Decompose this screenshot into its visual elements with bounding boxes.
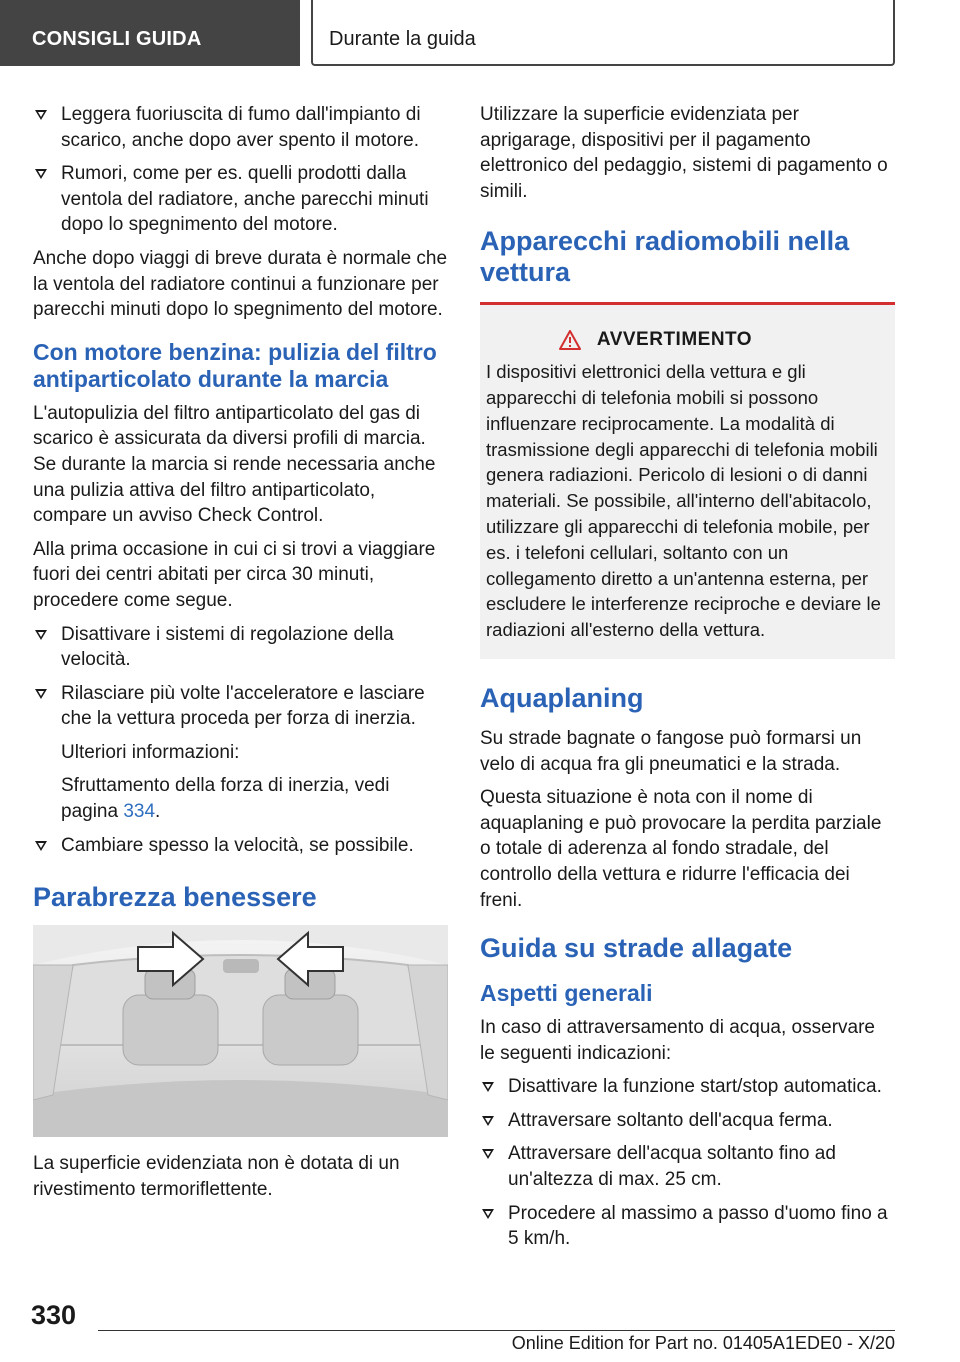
list-item: Disattivare la funzione start/stop automatica. [480, 1074, 895, 1100]
bullet-triangle-icon [35, 169, 47, 179]
paragraph: Utilizzare la superficie evidenziata per aprigarage, dispositivi per il pagamento elettronico del pedaggio, sistemi di pagamento o simili. [480, 104, 888, 202]
chapter-title: Durante la guida [329, 28, 476, 50]
heading-allagate: Guida su strade allagate [480, 933, 793, 964]
bullet-triangle-icon [482, 1149, 494, 1159]
paragraph: Su strade bagnate o fangose può formarsi un velo di acqua fra gli pneumatici e la strada. [480, 727, 862, 775]
list-item: Rilasciare più volte l'acceleratore e lasciare che la vettura proceda per forza di inerzia. [33, 681, 449, 732]
heading-aspetti: Aspetti generali [480, 980, 653, 1007]
bullet-triangle-icon [482, 1209, 494, 1219]
section-title: CONSIGLI GUIDA [32, 28, 202, 50]
paragraph: L'autopulizia del filtro antiparticolato del gas di scarico è assicurata da diversi profili di marcia. Se durante la marcia si rende necessaria anche una pulizia attiva del filtro antiparticolato, compare un avviso Check Control. [33, 402, 436, 527]
car-interior-image [33, 925, 448, 1137]
edition-note: Online Edition for Part no. 01405A1EDE0 - X/20 [511, 1333, 895, 1353]
bullet-triangle-icon [35, 110, 47, 120]
section-tab [0, 0, 300, 66]
heading-aquaplaning: Aquaplaning [480, 682, 644, 713]
heading-benzina: Con motore benzina: pulizia del filtro antiparticolato durante la marcia [33, 338, 437, 392]
list-item: Disattivare i sistemi di regolazione della velocità. [33, 622, 449, 673]
more-info-label: Ulteriori informazioni: [61, 741, 240, 763]
bullet-triangle-icon [35, 630, 47, 640]
bullet-triangle-icon [482, 1082, 494, 1092]
warning-text: I dispositivi elettronici della vettura e gli apparecchi di telefonia mobili si possono influenzare reciprocamente. La modalità di trasmissione degli apparecchi di telefonia mobili genera radiazioni. Pericolo di lesioni o di danni materiali. Se possibile, all'interno dell'abitacolo, utilizzare gli apparecchi di telefonia mobile, per es. i telefoni cellulari, soltanto con un collegamento diretto a un'antenna esterna, per escludere le interferenze reciproche e deviare le radiazioni all'esterno della vettura. [486, 361, 881, 641]
warning-box [480, 302, 895, 659]
warning-title: AVVERTIMENTO [596, 329, 753, 351]
list-item: Rumori, come per es. quelli prodotti dalla ventola del radiatore, anche parecchi minuti dopo lo spegnimento del motore. [33, 161, 449, 238]
right-column [480, 102, 895, 1260]
cross-reference: Sfruttamento della forza di inerzia, vedi pagina 334. [61, 775, 390, 823]
warning-header [486, 327, 885, 353]
chapter-box [311, 0, 895, 66]
list-item: Cambiare spesso la velocità, se possibile. [33, 833, 449, 859]
list-item: Procedere al massimo a passo d'uomo fino a 5 km/h. [480, 1201, 895, 1252]
heading-parabrezza: Parabrezza benessere [33, 882, 317, 913]
list-item: Attraversare dell'acqua soltanto fino ad un'altezza di max. 25 cm. [480, 1141, 895, 1192]
footer-divider [98, 1330, 895, 1331]
left-column [33, 102, 449, 1210]
heading-radio: Apparecchi radiomobili nella vettura [480, 226, 850, 288]
bullet-triangle-icon [35, 841, 47, 851]
page-number: 330 [31, 1300, 77, 1330]
paragraph: Anche dopo viaggi di breve durata è normale che la ventola del radiatore continui a funzionare per parecchi minuti dopo lo spegnimento del motore. [33, 247, 448, 321]
paragraph: Questa situazione è nota con il nome di aquaplaning e può provocare la perdita parziale o totale di aderenza al fondo stradale, del controllo della vettura e ridurre l'efficacia dei freni. [480, 787, 882, 911]
paragraph: In caso di attraversamento di acqua, osservare le seguenti indicazioni: [480, 1017, 875, 1064]
list-item: Leggera fuoriuscita di fumo dall'impianto di scarico, anche dopo aver spento il motore. [33, 102, 449, 153]
bullet-triangle-icon [35, 689, 47, 699]
windshield-illustration [33, 925, 448, 1137]
list-item: Attraversare soltanto dell'acqua ferma. [480, 1108, 895, 1134]
paragraph: Alla prima occasione in cui ci si trovi a viaggiare fuori dei centri abitati per circa 30 minuti, procedere come segue. [33, 538, 436, 611]
warning-triangle-icon [559, 330, 581, 350]
figure-caption: La superficie evidenziata non è dotata di un rivestimento termoriflettente. [33, 1153, 400, 1200]
page-link[interactable]: 334 [123, 801, 156, 823]
bullet-triangle-icon [482, 1116, 494, 1126]
